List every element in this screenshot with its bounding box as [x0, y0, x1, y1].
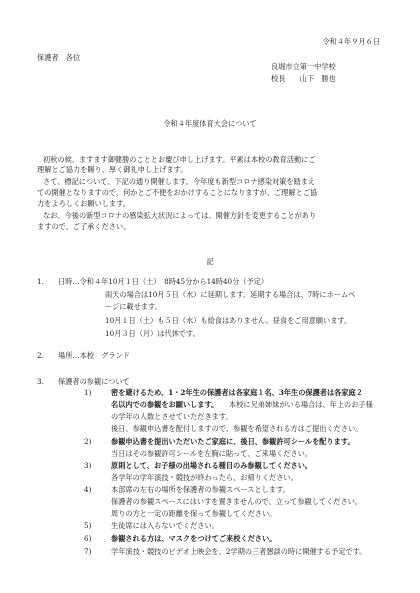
sub-7-line: 学年演技・競技のビデオ上映会を、2学期の三者懇談の時に開催する予定です。 — [111, 547, 367, 556]
document-date: 令和４年９月６日 — [322, 37, 380, 46]
addressee: 保護者 各位 — [37, 53, 81, 62]
item-number: 1. — [37, 277, 44, 286]
sub-number: 3) — [84, 461, 92, 470]
sub-number: 2) — [84, 437, 92, 446]
sub-2-line: 当日はその参観許可シールを左胸に貼って、ご来場ください。 — [111, 449, 312, 458]
item-number: 2. — [37, 351, 44, 360]
item-3-heading: 保護者の参観について — [58, 377, 130, 386]
ki-heading: 記 — [206, 257, 214, 266]
item-1-datetime: 日時…令和４年10月１日（土） 8時45分から14時40分（予定） — [58, 277, 269, 286]
school-name: 良堀市立第一中学校 — [271, 62, 336, 71]
item-2-place: 場所…本校 グランド — [58, 351, 130, 360]
sub-1-line: 後日、参観申込書を配付しますので、参観を希望される方はご提出ください。 — [111, 424, 363, 433]
item-1-line: 10月３日（月）は代休です。 — [105, 329, 200, 338]
sub-5-line: 生徒席には入らないでください。 — [111, 521, 219, 530]
item-1-line: ージに載せます。 — [105, 302, 162, 311]
document-title: 令和４年度体育大会について — [163, 119, 257, 128]
item-1-line: 10月１日（土）も５日（水）も給食はありません。昼食をご用意願います。 — [105, 316, 352, 325]
item-number: 3. — [37, 377, 44, 386]
sub-6-line: 参観される方は、マスクをつけてご来校ください。 — [111, 534, 277, 543]
intro-line: 理解とご協力を賜り、厚く御礼申し上げます。 — [37, 165, 188, 174]
sub-number: 1) — [84, 388, 92, 397]
intro-line: ての開催となりますので、何かとご不便をおかけすることになりますが、ご理解とご協 — [37, 188, 318, 197]
sub-1-line-tail: 本校に兄弟姉妹がいる場合は、年上のお子様 — [229, 400, 373, 409]
sub-1-line: 密を避けるため、1・2年生の保護者は各家庭１名、3年生の保護者は各家庭２ — [111, 388, 363, 397]
sub-1-line: の学年の人数とさせていただきます。 — [111, 412, 233, 421]
principal-name: 校長 山下 勝也 — [271, 74, 336, 83]
intro-line: さて、標記について、下記の通り開催します。今年度も新型コロナ感染対策を踏まえ — [43, 177, 316, 186]
sub-4-line: 周りの方と一定の距離を保って参観してください。 — [111, 509, 277, 518]
sub-number: 7) — [84, 547, 92, 556]
sub-4-line: 本部席の左右の場所を保護者の参観スペースとします。 — [111, 485, 290, 494]
sub-number: 6) — [84, 534, 92, 543]
intro-line: ますので、ご了承ください。 — [37, 222, 131, 231]
sub-1-line: 名以内での参観をお願いします。 — [111, 400, 219, 409]
sub-3-line: 原則として、お子様の出場される種目のみ参観してください。 — [111, 461, 313, 470]
sub-2-line: 参観申込書を提出いただいたご家庭に、後日、参観許可シールを配ります。 — [111, 437, 355, 446]
sub-number: 4) — [84, 485, 92, 494]
intro-line: 力をよろしくお願いします。 — [37, 199, 130, 208]
sub-4-line: 保護者の参観スペースにはいすを置きませんので、立って参観してください。 — [111, 497, 363, 506]
intro-line: なお、今後の新型コロナの感染拡大状況によっては、開催方針を変更することがあり — [43, 211, 317, 220]
intro-line: 初秋の候、ますます御健勝のこととお慶び申し上げます。平素は本校の教育活動にご — [43, 155, 316, 164]
sub-3-line: 各学年の学年演技・競技が終わったら、お帰りください。 — [111, 473, 298, 482]
item-1-line: 雨天の場合は10月５日（水）に延期します。延期する場合は、7時にホームペ — [105, 290, 356, 299]
sub-number: 5) — [84, 521, 92, 530]
